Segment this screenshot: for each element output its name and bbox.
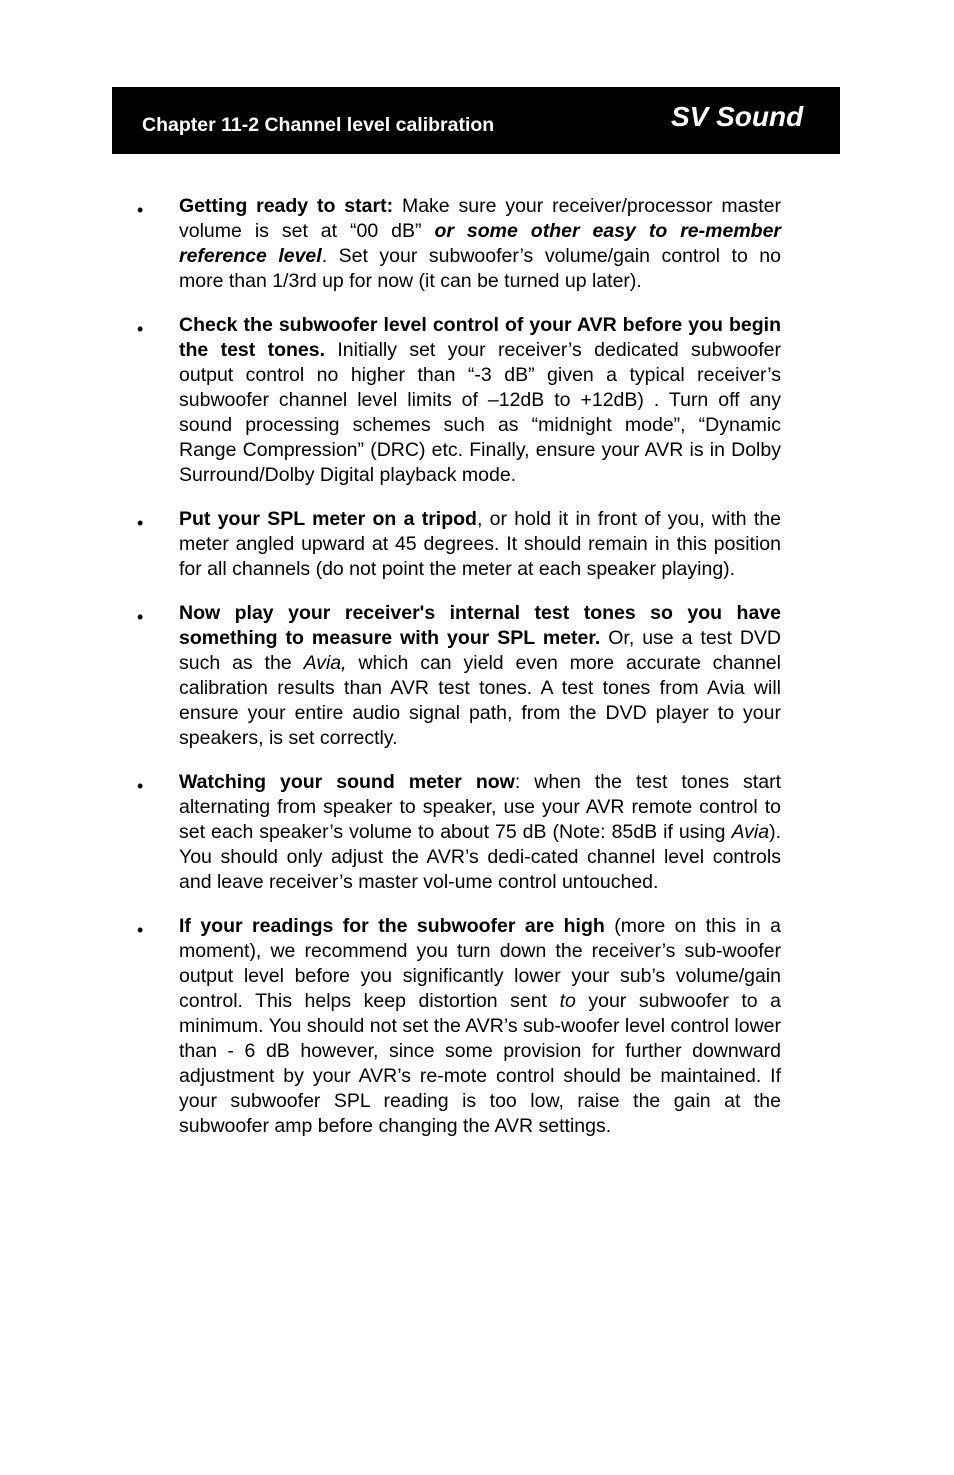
list-item xyxy=(0,770,954,895)
list-item-emphasis: or some other easy to re-member reference level xyxy=(179,220,781,267)
chapter-header-bar xyxy=(112,87,840,154)
list-item-body: , or hold it in front of you, with the meter angled upward at 45 degrees. It should remain in this position for all channels (do not point the meter at each speaker playing). xyxy=(179,508,781,580)
list-item-lead: Now play your receiver's internal test tones so you have something to measure with your SPL meter. xyxy=(179,602,781,649)
calibration-steps-list xyxy=(0,194,954,1158)
list-item-text xyxy=(179,601,781,751)
list-item-italic: Avia xyxy=(731,821,770,843)
list-item-body: Make sure your receiver/processor master volume is set at “00 dB” xyxy=(179,195,781,242)
list-item xyxy=(0,313,954,488)
list-item-lead: Getting ready to start: xyxy=(179,195,394,217)
list-item-lead: Watching your sound meter now xyxy=(179,771,515,793)
list-item-lead: Put your SPL meter on a tripod xyxy=(179,508,477,530)
brand-name: SV Sound xyxy=(671,101,804,132)
list-item-body: Or, use a test DVD such as the xyxy=(179,627,781,674)
list-item-italic: Avia, xyxy=(303,652,347,674)
list-item xyxy=(0,601,954,751)
list-item-body: your subwoofer to a minimum. You should not set the AVR’s sub-woofer level control lower than - 6 dB however, since some provision for further downward adjustment by your AVR’s re-mote control should be maintained. If your subwoofer SPL reading is too low, raise the gain at the subwoofer amp before changing the AVR settings. xyxy=(179,990,781,1137)
list-item-text xyxy=(179,507,781,582)
list-item-body: . Set your subwoofer’s volume/gain control to no more than 1/3rd up for now (it can be turned up later). xyxy=(179,245,781,292)
bullet-icon: • xyxy=(137,513,144,533)
list-item xyxy=(0,507,954,582)
bullet-icon: • xyxy=(137,319,144,339)
list-item-text xyxy=(179,914,781,1139)
list-item-text xyxy=(179,194,781,294)
bullet-icon: • xyxy=(137,607,144,627)
bullet-icon: • xyxy=(137,200,144,220)
list-item xyxy=(0,194,954,294)
list-item-lead: Check the subwoofer level control of your AVR before you begin the test tones. xyxy=(179,314,781,361)
list-item-italic: to xyxy=(559,990,576,1012)
list-item xyxy=(0,914,954,1139)
list-item-body: (more on this in a moment), we recommend you turn down the receiver’s sub-woofer output level before you significantly lower your sub’s volume/gain control. This helps keep distortion sent xyxy=(179,915,781,1012)
list-item-body: which can yield even more accurate channel calibration results than AVR test tones. A test tones from Avia will ensure your entire audio signal path, from the DVD player to your speakers, is set correctly. xyxy=(179,652,781,749)
chapter-title: Chapter 11-2 Channel level calibration xyxy=(142,114,495,136)
list-item-text xyxy=(179,313,781,488)
list-item-body: Initially set your receiver’s dedicated subwoofer output control no higher than “-3 dB” given a typical receiver’s subwoofer channel level limits of –12dB to +12dB) . Turn off any sound processing schemes such as “midnight mode”, “Dynamic Range Compression” (DRC) etc. Finally, ensure your AVR is in Dolby Surround/Dolby Digital playback mode. xyxy=(179,339,782,486)
list-item-lead: If your readings for the subwoofer are high xyxy=(179,915,605,937)
list-item-body: : when the test tones start alternating from speaker to speaker, use your AVR remote control to set each speaker’s volume to about 75 dB (Note: 85dB if using xyxy=(179,771,781,843)
list-item-text xyxy=(179,770,781,895)
bullet-icon: • xyxy=(137,776,144,796)
list-item-body: ). You should only adjust the AVR’s dedi-cated channel level controls and leave receiver’s master vol-ume control untouched. xyxy=(179,821,781,893)
bullet-icon: • xyxy=(137,920,144,940)
